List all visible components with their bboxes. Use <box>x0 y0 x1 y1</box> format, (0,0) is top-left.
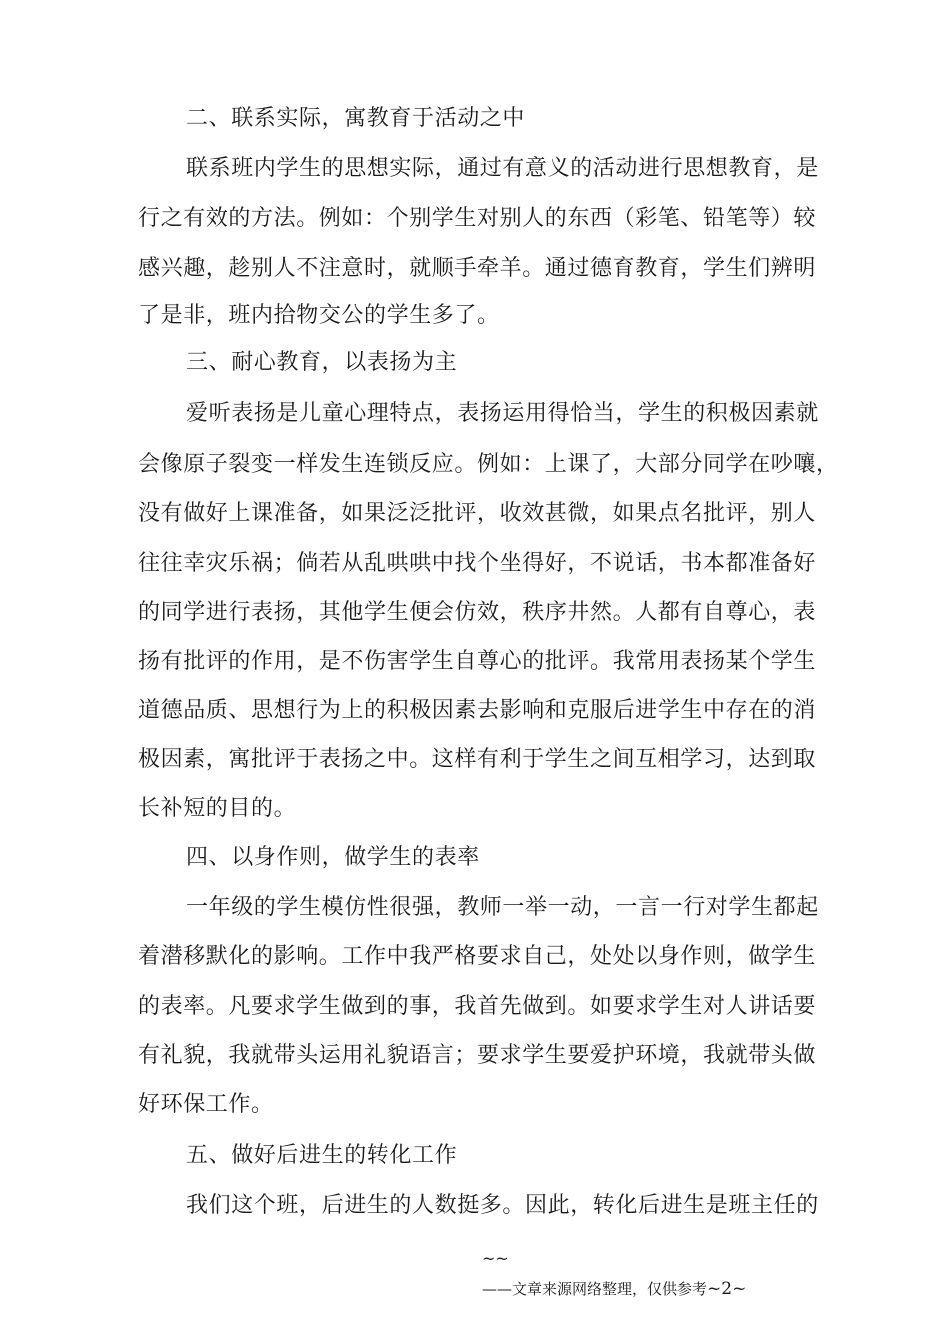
footer-note-text: ——文章来源网络整理，仅供参考 <box>482 1280 708 1298</box>
paragraph-line: 行之有效的方法。例如：个别学生对别人的东西（彩笔、铅笔等）较 <box>138 206 817 231</box>
footer-tilde-mark: ~~ <box>482 1249 509 1268</box>
paragraph-line: 一年级的学生模仿性很强，教师一举一动，一言一行对学生都起 <box>186 895 819 920</box>
paragraph-line: 扬有批评的作用，是不伤害学生自尊心的批评。我常用表扬某个学生 <box>138 649 817 674</box>
page-number: ~2~ <box>707 1279 747 1299</box>
paragraph-line: 了是非，班内拾物交公的学生多了。 <box>138 303 500 328</box>
paragraph-line: 联系班内学生的思想实际，通过有意义的活动进行思想教育，是 <box>186 156 819 181</box>
paragraph-line: 长补短的目的。 <box>138 796 297 821</box>
paragraph-line: 爱听表扬是儿童心理特点，表扬运用得恰当，学生的积极因素就 <box>186 401 819 426</box>
heading-section-4: 四、以身作则，做学生的表率 <box>186 845 480 870</box>
heading-section-2: 二、联系实际，寓教育于活动之中 <box>186 106 526 131</box>
paragraph-line: 感兴趣，趁别人不注意时，就顺手牵羊。通过德育教育，学生们辨明 <box>138 256 817 281</box>
paragraph-line: 着潜移默化的影响。工作中我严格要求自己，处处以身作则，做学生 <box>138 944 817 969</box>
paragraph-line: 往往幸灾乐祸；倘若从乱哄哄中找个坐得好，不说话，书本都准备好 <box>138 551 817 576</box>
paragraph-line: 道德品质、思想行为上的积极因素去影响和克服后进学生中存在的消 <box>138 698 817 723</box>
paragraph-line: 没有做好上课准备，如果泛泛批评，收效甚微，如果点名批评，别人 <box>138 501 817 526</box>
paragraph-line: 有礼貌，我就带头运用礼貌语言；要求学生要爱护环境，我就带头做 <box>138 1043 817 1068</box>
paragraph-line: 我们这个班，后进生的人数挺多。因此，转化后进生是班主任的 <box>186 1193 819 1218</box>
paragraph-line: 会像原子裂变一样发生连锁反应。例如：上课了，大部分同学在吵嚷， <box>138 452 839 477</box>
heading-section-5: 五、做好后进生的转化工作 <box>186 1143 458 1168</box>
paragraph-line: 的表率。凡要求学生做到的事，我首先做到。如要求学生对人讲话要 <box>138 994 817 1019</box>
footer-source-note <box>482 1279 746 1299</box>
paragraph-line: 的同学进行表扬，其他学生便会仿效，秩序井然。人都有自尊心，表 <box>138 600 817 625</box>
paragraph-line: 好环保工作。 <box>138 1092 274 1117</box>
heading-section-3: 三、耐心教育，以表扬为主 <box>186 350 458 375</box>
paragraph-line: 极因素，寓批评于表扬之中。这样有利于学生之间互相学习，达到取 <box>138 747 817 772</box>
